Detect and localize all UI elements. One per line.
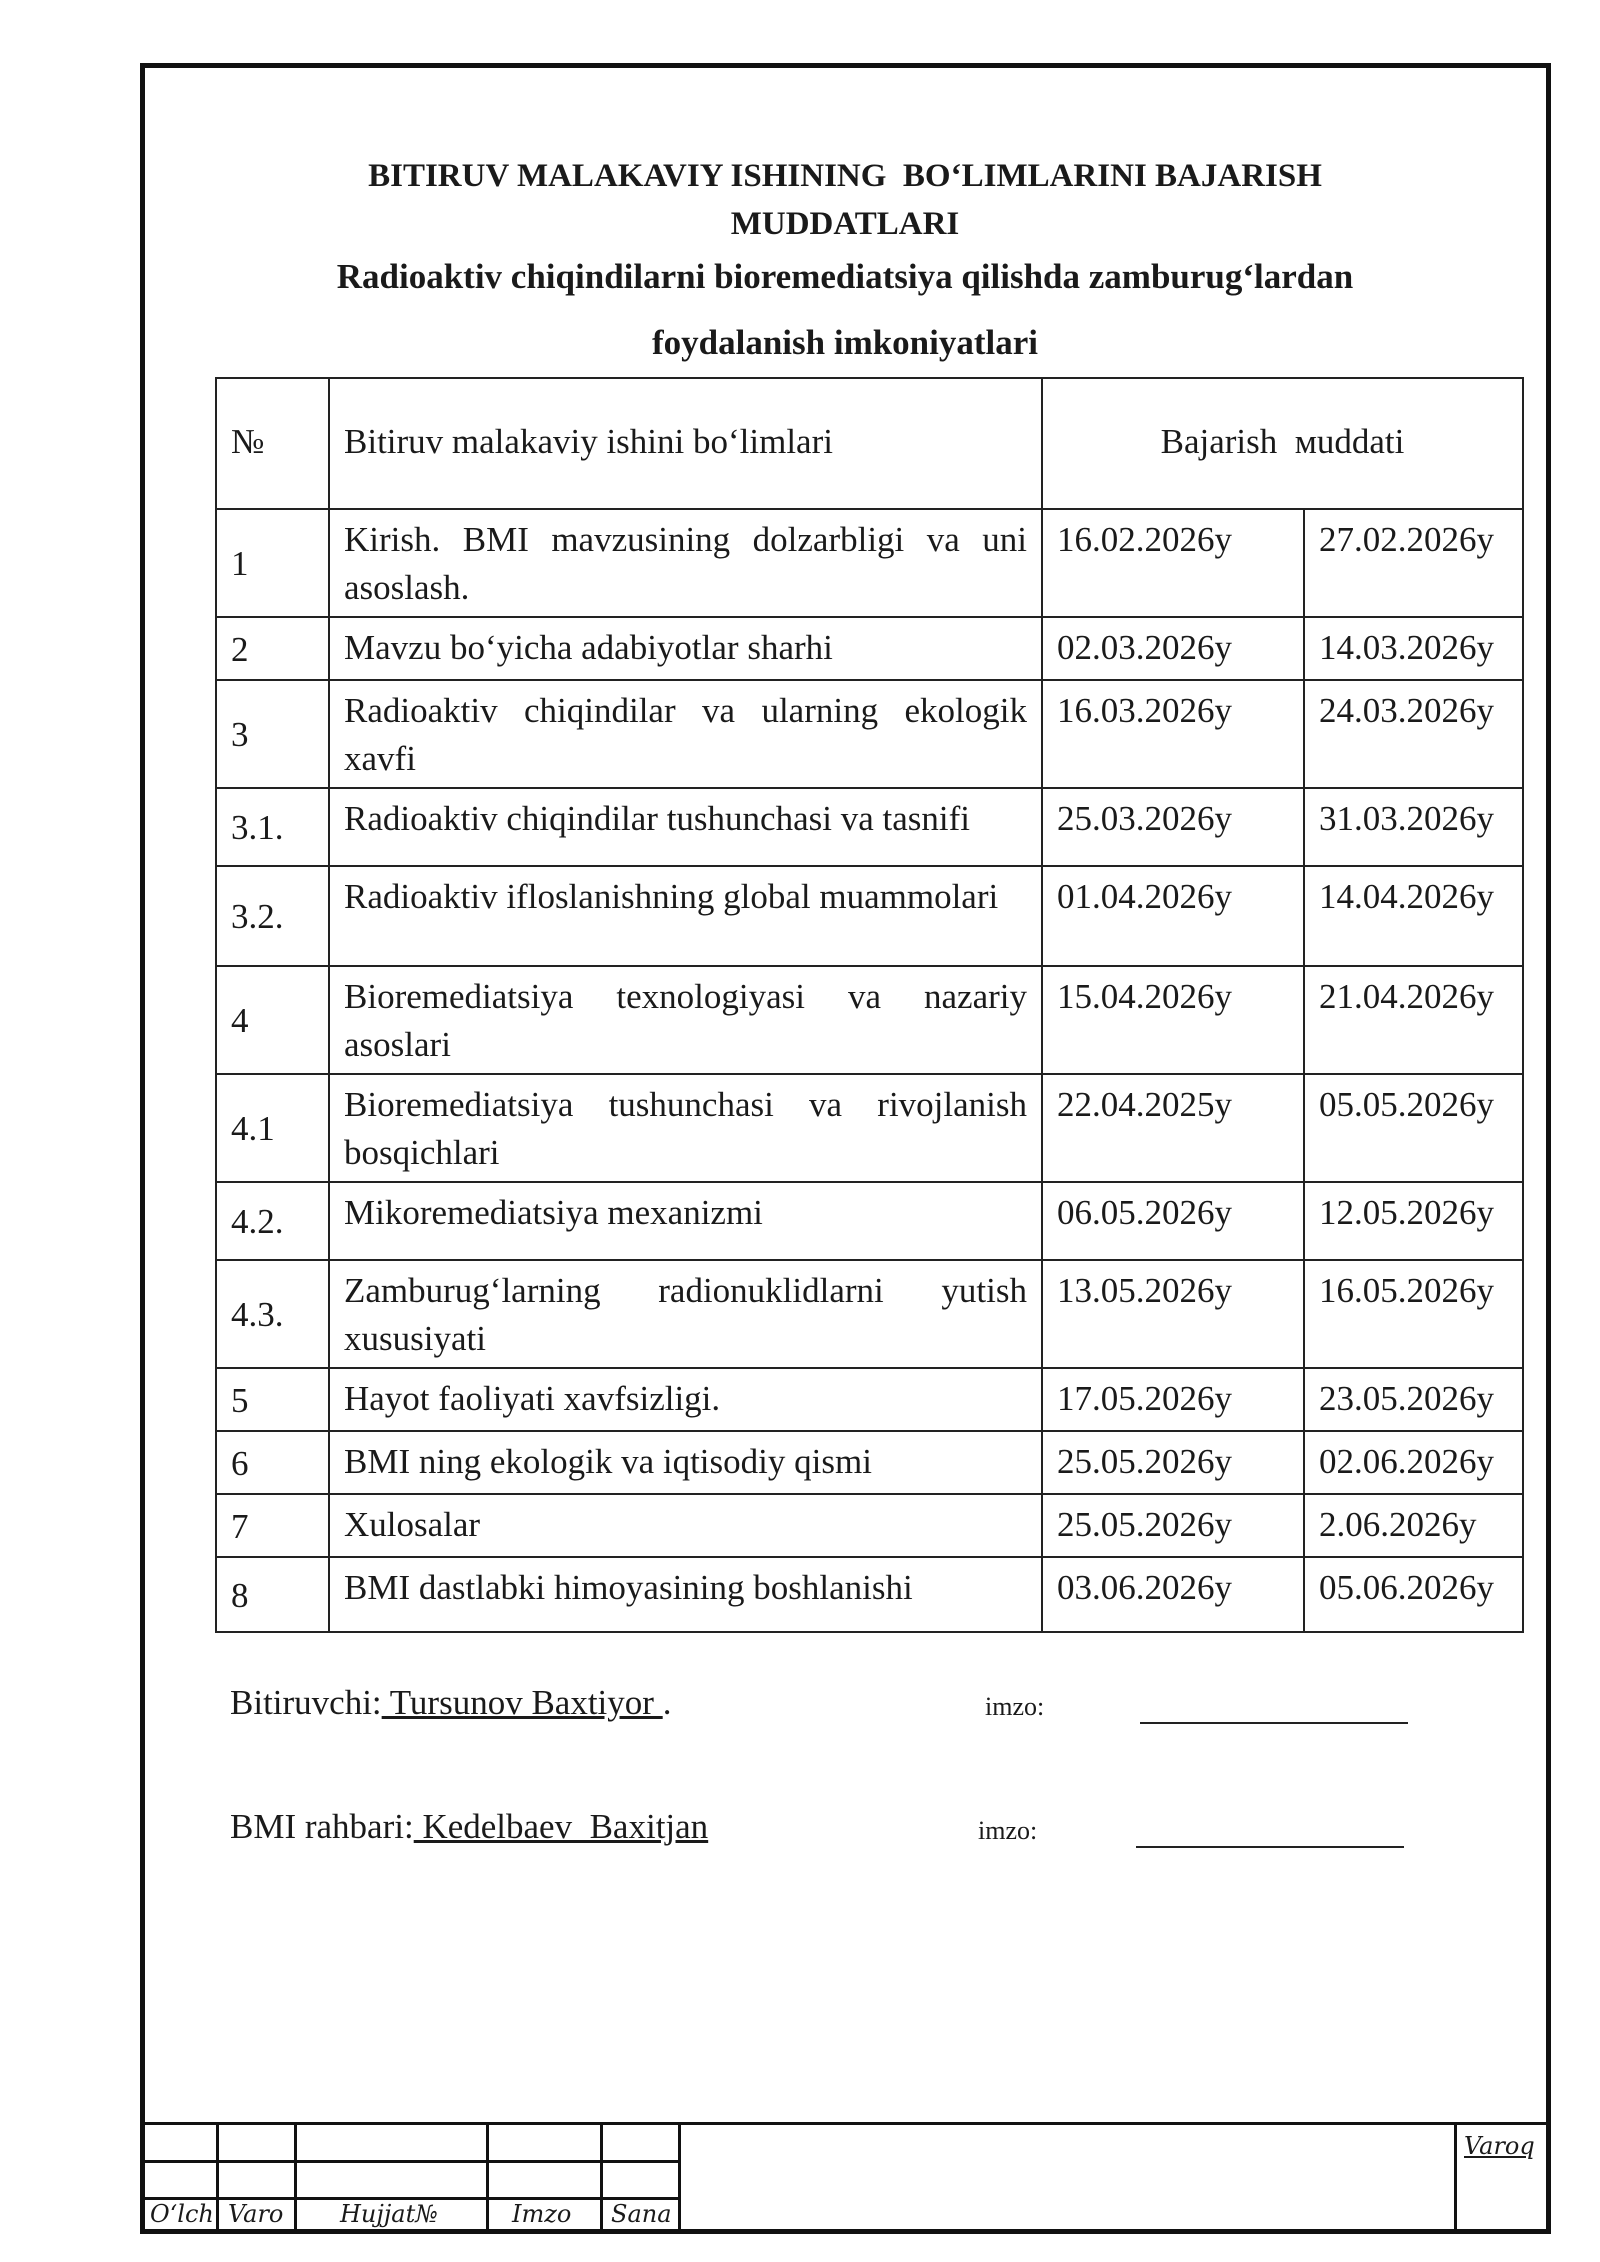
row-start-date: 22.04.2025y [1042,1074,1304,1182]
row-section-title: Radioaktiv chiqindilar va ularning ekologik xavfi [329,680,1042,788]
document-heading [145,152,1545,248]
advisor-imzo-label: imzo: [978,1816,1038,1845]
stamp-label-imzo: Imzo [512,2200,572,2228]
row-number: 8 [216,1557,329,1632]
advisor-name: Kedelbaev Baxitjan [413,1807,709,1846]
row-number: 7 [216,1494,329,1557]
topic-line-1: Radioaktiv chiqindilarni bioremediatsiya qilishda zamburug‘lardan [336,257,1354,296]
row-start-date: 03.06.2026y [1042,1557,1304,1632]
table-row [216,1074,1523,1182]
table-body [216,509,1523,1632]
row-number: 3.2. [216,866,329,966]
row-number: 2 [216,617,329,680]
row-end-date: 05.06.2026y [1304,1557,1523,1632]
table-row [216,1182,1523,1260]
row-end-date: 2.06.2026y [1304,1494,1523,1557]
stamp-label-hujjat: Hujjat№ [340,2200,438,2228]
row-start-date: 25.05.2026y [1042,1494,1304,1557]
graduate-suffix: . [662,1683,672,1722]
stamp-label-sana: Sana [611,2200,672,2228]
row-section-title: BMI dastlabki himoyasining boshlanishi [329,1557,1042,1632]
topic-line-2: foydalanish imkoniyatlari [651,323,1039,362]
row-section-title: Zamburug‘larning radionuklidlarni yutish xususiyati [329,1260,1042,1368]
graduate-signature-line[interactable] [1140,1722,1408,1724]
row-start-date: 06.05.2026y [1042,1182,1304,1260]
row-start-date: 25.03.2026y [1042,788,1304,866]
table-row [216,866,1523,966]
row-section-title: Mavzu bo‘yicha adabiyotlar sharhi [329,617,1042,680]
header-number: № [216,378,329,509]
row-start-date: 01.04.2026y [1042,866,1304,966]
table-row [216,1368,1523,1431]
row-end-date: 31.03.2026y [1304,788,1523,866]
row-end-date: 14.03.2026y [1304,617,1523,680]
row-end-date: 05.05.2026y [1304,1074,1523,1182]
advisor-label: BMI rahbari: [230,1807,414,1846]
heading-line-1: BITIRUV MALAKAVIY ISHINING BO‘LIMLARINI BAJARISH [368,158,1322,194]
graduate-signature [230,1683,671,1723]
row-section-title: Xulosalar [329,1494,1042,1557]
row-start-date: 16.02.2026y [1042,509,1304,617]
row-section-title: Kirish. BMI mavzusining dolzarbligi va uni asoslash. [329,509,1042,617]
table-row [216,788,1523,866]
row-end-date: 16.05.2026y [1304,1260,1523,1368]
table-row [216,680,1523,788]
row-end-date: 12.05.2026y [1304,1182,1523,1260]
row-number: 4 [216,966,329,1074]
row-number: 4.1 [216,1074,329,1182]
header-section: Bitiruv malakaviy ishini bo‘limlari [329,378,1042,509]
table-row [216,1431,1523,1494]
row-number: 4.3. [216,1260,329,1368]
row-end-date: 21.04.2026y [1304,966,1523,1074]
table-row [216,617,1523,680]
row-number: 1 [216,509,329,617]
header-deadline: Bajarish мuddati [1042,378,1523,509]
graduate-label: Bitiruvchi: [230,1683,382,1722]
row-number: 5 [216,1368,329,1431]
topic-heading [145,244,1545,376]
table-row [216,1260,1523,1368]
row-end-date: 27.02.2026y [1304,509,1523,617]
row-start-date: 25.05.2026y [1042,1431,1304,1494]
stamp-label-varoq: Varoq [1464,2132,1535,2160]
row-number: 3.1. [216,788,329,866]
stamp-sheet-divider [1454,2122,1457,2234]
row-section-title: Bioremediatsiya texnologiyasi va nazariy asoslari [329,966,1042,1074]
row-section-title: BMI ning ekologik va iqtisodiy qismi [329,1431,1042,1494]
table-row [216,509,1523,617]
title-block [140,2122,1551,2234]
row-end-date: 14.04.2026y [1304,866,1523,966]
row-number: 3 [216,680,329,788]
row-number: 4.2. [216,1182,329,1260]
row-section-title: Radioaktiv chiqindilar tushunchasi va tasnifi [329,788,1042,866]
row-start-date: 13.05.2026y [1042,1260,1304,1368]
row-start-date: 15.04.2026y [1042,966,1304,1074]
graduate-name: Tursunov Baxtiyor [381,1683,663,1722]
table-row [216,966,1523,1074]
row-end-date: 24.03.2026y [1304,680,1523,788]
row-section-title: Radioaktiv ifloslanishning global muammolari [329,866,1042,966]
row-end-date: 02.06.2026y [1304,1431,1523,1494]
row-number: 6 [216,1431,329,1494]
advisor-signature [230,1807,708,1847]
stamp-label-varo: Varo [228,2200,284,2228]
row-start-date: 16.03.2026y [1042,680,1304,788]
advisor-signature-line[interactable] [1136,1846,1404,1848]
schedule-table [215,377,1524,1633]
row-section-title: Hayot faoliyati xavfsizligi. [329,1368,1042,1431]
table-row [216,1557,1523,1632]
row-start-date: 02.03.2026y [1042,617,1304,680]
row-section-title: Mikoremediatsiya mexanizmi [329,1182,1042,1260]
table-header-row [216,378,1523,509]
row-section-title: Bioremediatsiya tushunchasi va rivojlanish bosqichlari [329,1074,1042,1182]
graduate-imzo-label: imzo: [985,1692,1045,1721]
stamp-label-olch: O‘lch [150,2200,214,2228]
row-end-date: 23.05.2026y [1304,1368,1523,1431]
row-start-date: 17.05.2026y [1042,1368,1304,1431]
table-row [216,1494,1523,1557]
heading-line-2: MUDDATLARI [730,206,960,242]
